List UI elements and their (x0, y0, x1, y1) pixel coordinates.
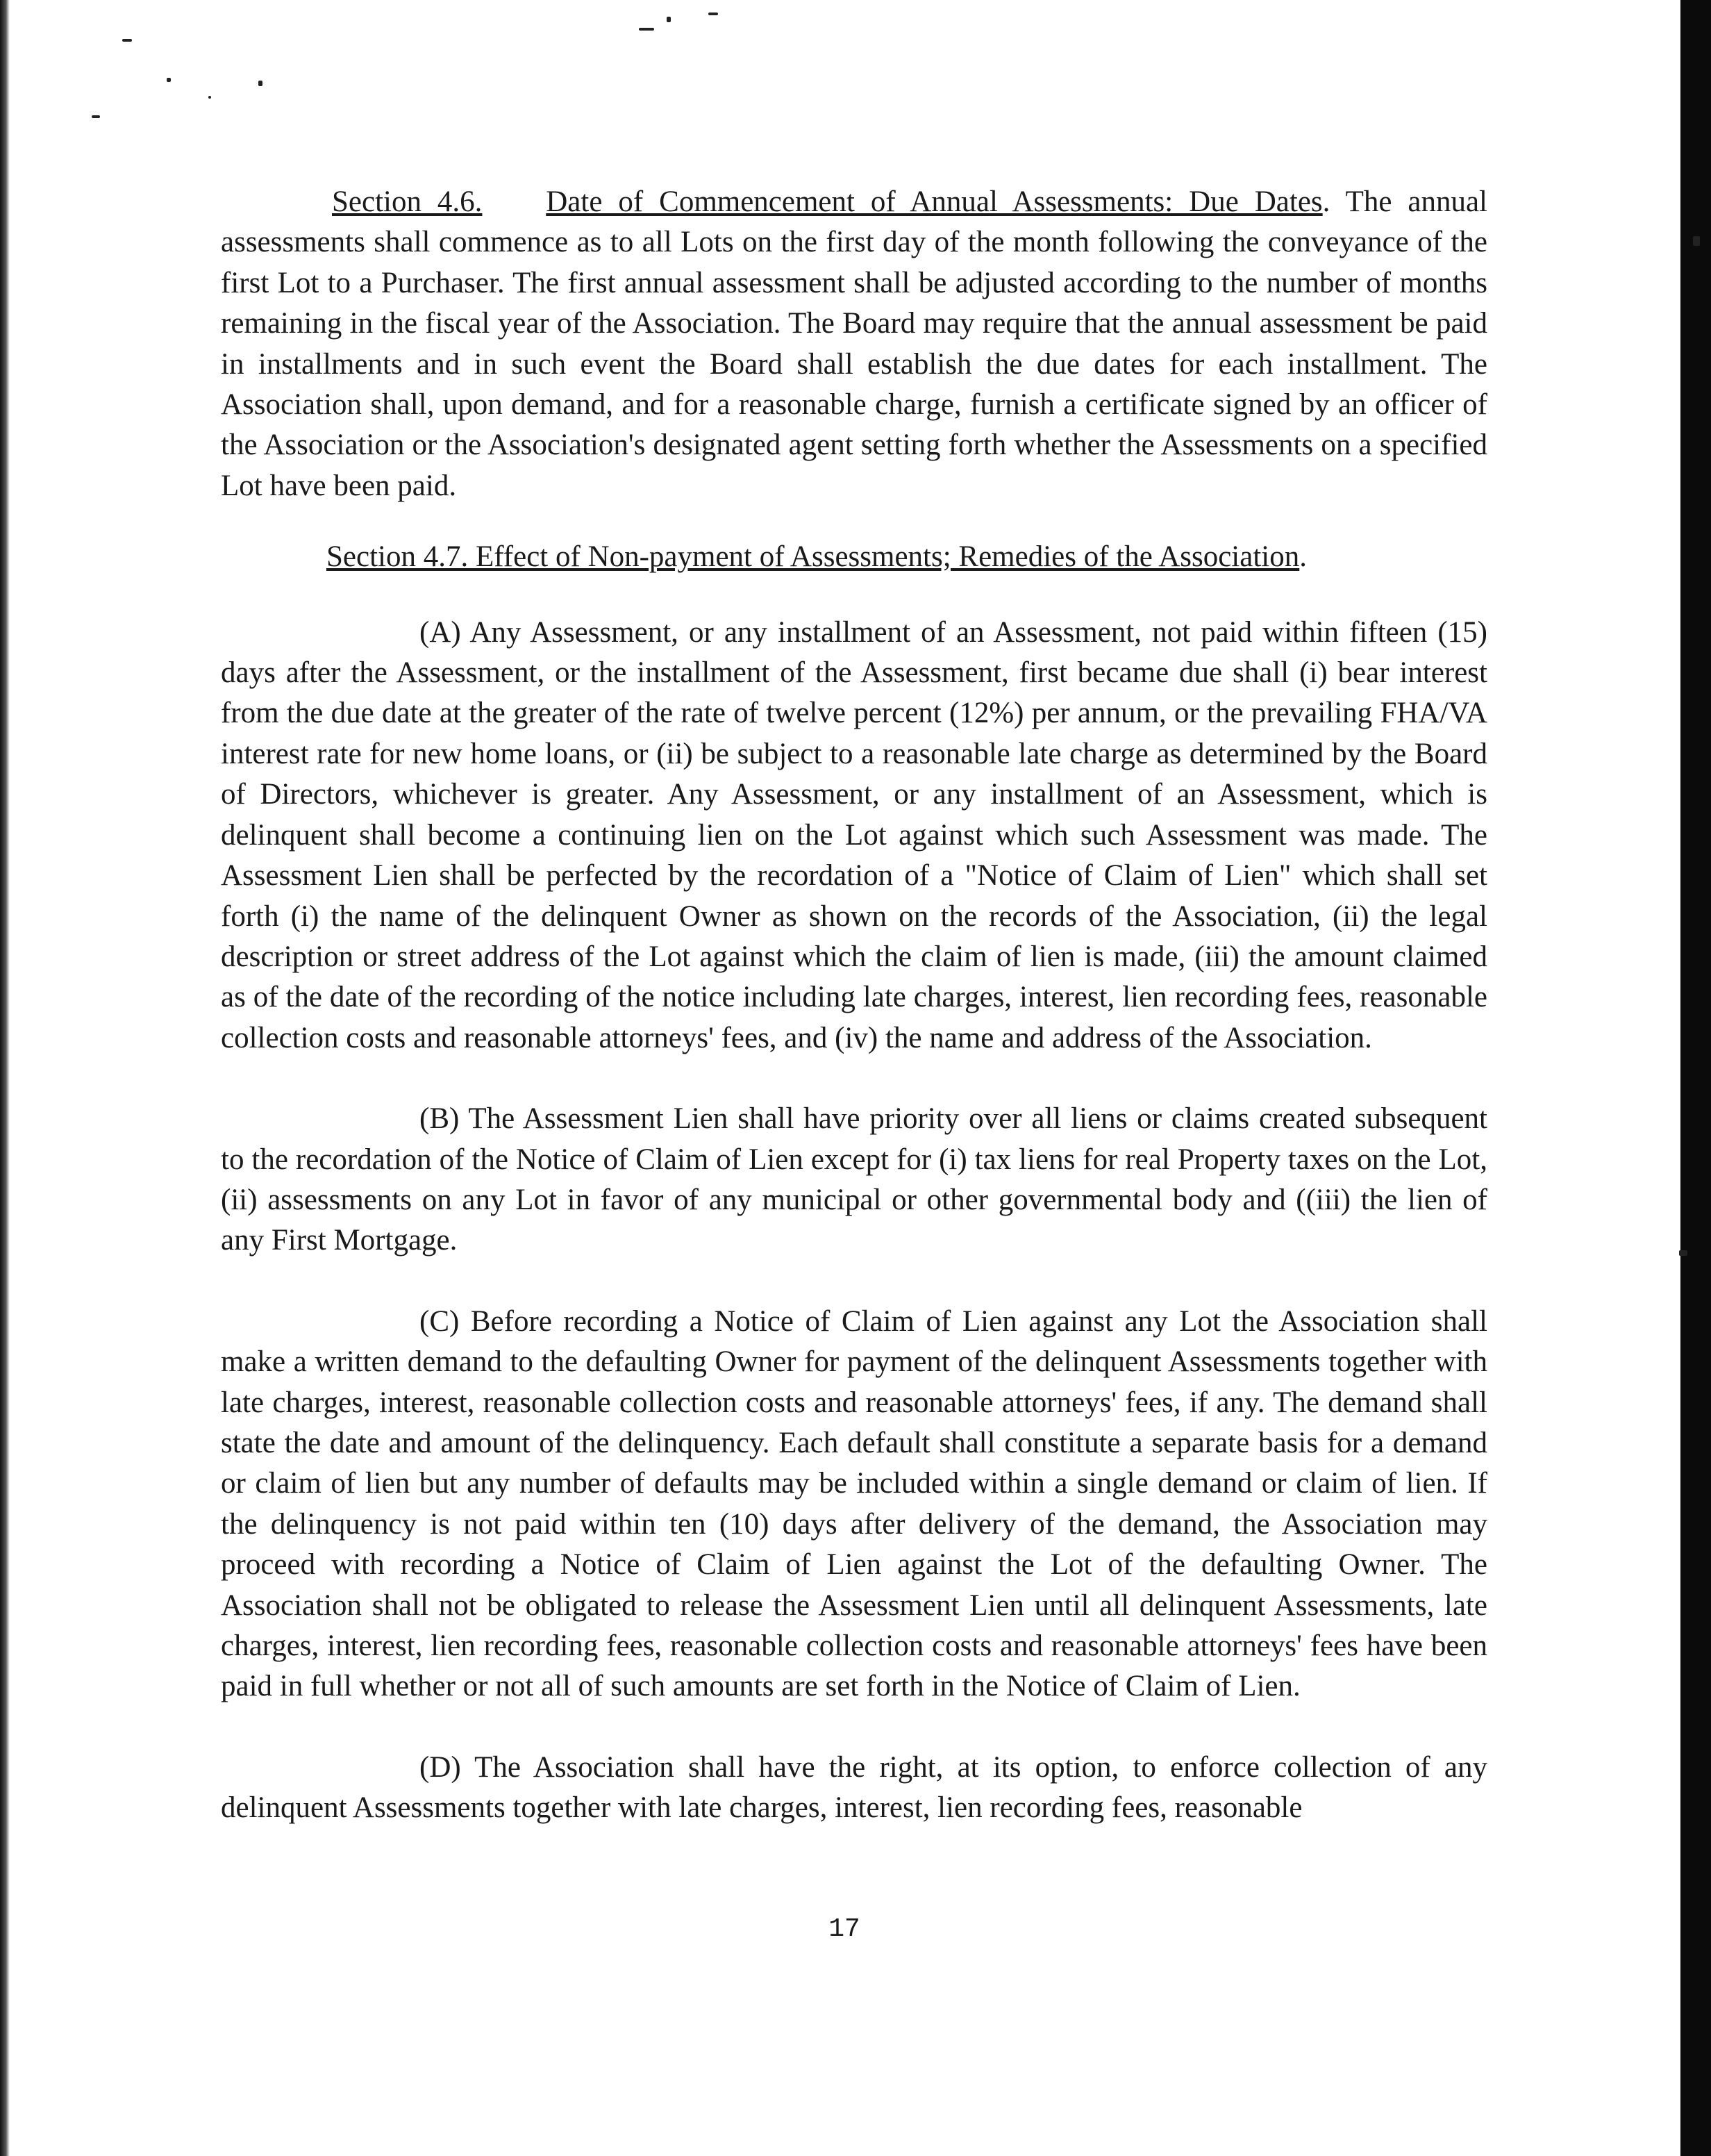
section-4-7-paragraph-d: (D) The Association shall have the right, at its option, to enforce collection of any delinquent Assessments together with late charges, interest, lien recording fees, reasonable (221, 1750, 1487, 1825)
section-4-7-heading-suffix: . (1299, 540, 1307, 574)
section-4-7-heading-text: Section 4.7. Effect of Non-payment of Assessments; Remedies of the Association (326, 540, 1300, 574)
section-4-6-title: Date of Commencement of Annual Assessments: Due Dates (546, 185, 1323, 218)
paragraph-spacer (221, 1059, 1487, 1099)
scan-speck (167, 78, 171, 82)
scan-edge-right (1680, 0, 1711, 2156)
section-4-6-body: . The annual assessments shall commence as to all Lots on the first day of the month following the conveyance of the first Lot to a Purchaser. The first annual assessment shall be adjusted according to the number of months remaining in the fiscal year of the Association. The Board may require that the annual assessment be paid in installments and in such event the Board shall establish the due dates for each installment. The Association shall, upon demand, and for a reasonable charge, furnish a certificate signed by an officer of the Association or the Association's designated agent setting forth whether the Assessments on a specified Lot have been paid. (221, 185, 1488, 502)
scan-speck (208, 96, 211, 99)
section-4-7-heading (326, 537, 1487, 577)
scan-speck (639, 28, 654, 31)
scan-speck (258, 81, 262, 86)
section-4-7-paragraph-b: (B) The Assessment Lien shall have priority over all liens or claims created subsequent to the recordation of the Notice of Claim of Lien except for (i) tax liens for real Property taxes on the Lot, (ii) assessments on any Lot in favor of any municipal or other governmental body and ((iii) the lien of any First Mortgage. (221, 1102, 1487, 1257)
scan-speck (1679, 1250, 1687, 1256)
scan-edge-left (0, 0, 10, 2156)
scan-speck (667, 17, 671, 22)
scan-speck (708, 13, 718, 15)
paragraph-spacer (221, 1707, 1487, 1748)
section-4-6-paragraph (221, 182, 1487, 506)
paragraph-spacer (221, 1261, 1487, 1302)
scan-speck (92, 115, 100, 118)
section-4-6-label: Section 4.6. (332, 185, 483, 218)
page-number: 17 (828, 1914, 860, 1944)
scan-speck (1693, 236, 1700, 246)
section-4-7-paragraph-a: (A) Any Assessment, or any installment of an Assessment, not paid within fifteen (15) days after the Assessment, or the installment of the Assessment, first became due shall (i) bear interest from the due date at the greater of the rate of twelve percent (12%) per annum, or the prevailing FHA/VA interest rate for new home loans, or (ii) be subject to a reasonable late charge as determined by the Board of Directors, whichever is greater. Any Assessment, or any installment of an Assessment, which is delinquent shall become a continuing lien on the Lot against which such Assessment was made. The Assessment Lien shall be perfected by the recordation of a "Notice of Claim of Lien" which shall set forth (i) the name of the delinquent Owner as shown on the records of the Association, (ii) the legal description or street address of the Lot against which the claim of lien is made, (iii) the amount claimed as of the date of the recording of the notice including late charges, interest, lien recording fees, reasonable collection costs and reasonable attorneys' fees, and (iv) the name and address of the Association. (221, 615, 1487, 1054)
section-4-7-paragraph-c: (C) Before recording a Notice of Claim of Lien against any Lot the Association shall make a written demand to the defaulting Owner for payment of the delinquent Assessments together with late charges, interest, reasonable collection costs and reasonable attorneys' fees, if any. The demand shall state the date and amount of the delinquency. Each default shall constitute a separate basis for a demand or claim of lien but any number of defaults may be included within a single demand or claim of lien. If the delinquency is not paid within ten (10) days after delivery of the demand, the Association may proceed with recording a Notice of Claim of Lien against the Lot of the defaulting Owner. The Association shall not be obligated to release the Assessment Lien until all delinquent Assessments, late charges, interest, lien recording fees, reasonable collection costs and reasonable attorneys' fees have been paid in full whether or not all of such amounts are set forth in the Notice of Claim of Lien. (221, 1304, 1487, 1703)
document-page (221, 182, 1487, 1829)
heading-gap (482, 185, 546, 218)
scan-speck (122, 39, 132, 42)
